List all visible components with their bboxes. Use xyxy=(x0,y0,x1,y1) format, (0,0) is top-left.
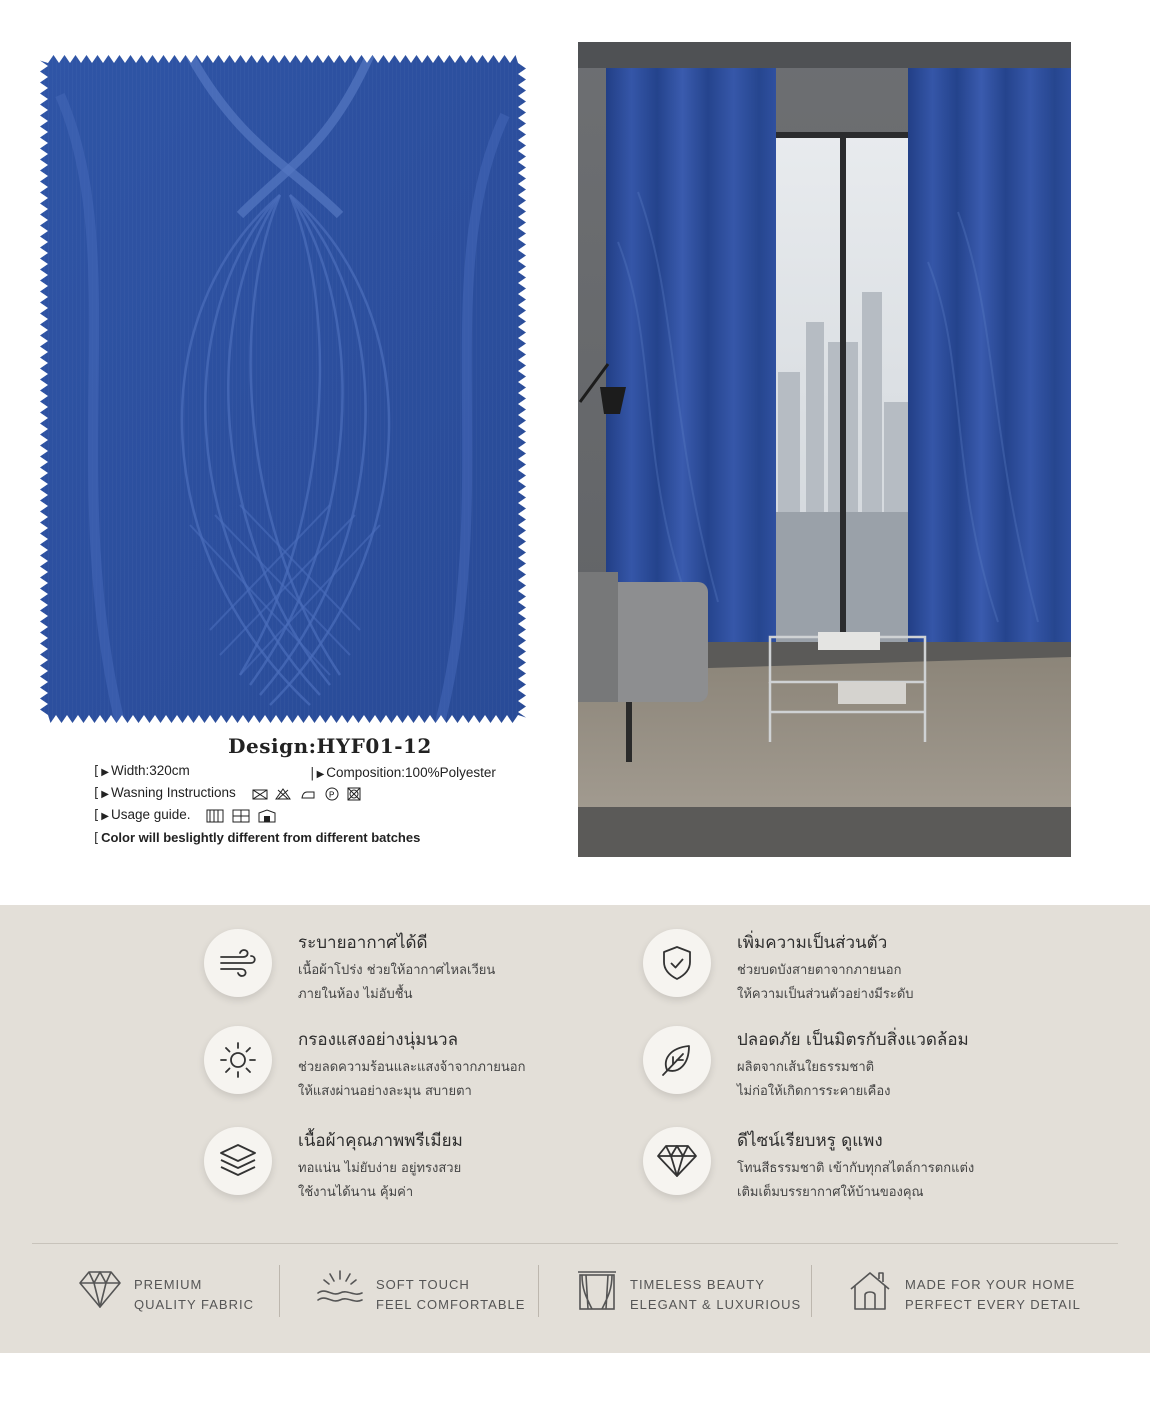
feature-icon-circle xyxy=(643,929,711,997)
feature-privacy xyxy=(643,929,1103,1019)
badge-text xyxy=(134,1275,254,1315)
svg-text:P: P xyxy=(328,790,335,800)
dry-clean-icon xyxy=(325,787,339,801)
feature-desc xyxy=(737,1157,974,1205)
feature-breathable xyxy=(204,929,664,1019)
feature-desc-line: โทนสีธรรมชาติ เข้ากับทุกสไตล์การตกแต่ง xyxy=(737,1161,975,1176)
badge-soft-touch xyxy=(316,1265,526,1325)
wind-icon xyxy=(219,948,257,978)
badge-separator xyxy=(811,1265,812,1317)
no-bleach-icon xyxy=(275,788,291,800)
feature-title: เพิ่มความเป็นส่วนตัว xyxy=(737,933,888,953)
feature-title: ระบายอากาศได้ดี xyxy=(298,933,428,953)
feature-icon-circle xyxy=(204,929,272,997)
fabric-swatch-image xyxy=(40,55,526,723)
feature-desc-line: ใช้งานได้นาน คุ้มค่า xyxy=(298,1185,414,1200)
color-note: [ Color will beslightly different from different batches xyxy=(94,830,421,846)
no-wash-icon xyxy=(252,788,268,800)
feature-icon-circle xyxy=(204,1026,272,1094)
feature-desc-line: ผลิตจากเส้นใยธรรมชาติ xyxy=(737,1060,875,1075)
feature-desc-line: เติมเต็มบรรยากาศให้บ้านของคุณ xyxy=(737,1185,924,1200)
feature-eco-safe xyxy=(643,1026,1103,1116)
feature-desc xyxy=(298,1157,461,1205)
washing-spec: [ ▶ Wasning Instructions P xyxy=(94,785,365,801)
badge-line: PERFECT EVERY DETAIL xyxy=(905,1297,1081,1312)
usage-spec: [ ▶ Usage guide. xyxy=(94,807,280,823)
wash-care-icons xyxy=(252,786,365,801)
badge-text xyxy=(376,1275,525,1315)
design-code-title: Design:HYF01-12 xyxy=(228,734,432,758)
curtain-usage-icon xyxy=(206,809,224,823)
width-spec: [ ▶ Width:320cm xyxy=(94,763,190,779)
window-usage-icon xyxy=(232,809,250,823)
composition-spec: | ▶ Composition:100%Polyester xyxy=(310,765,496,781)
feature-icon-circle xyxy=(643,1026,711,1094)
badge-line: ELEGANT & LUXURIOUS xyxy=(630,1297,802,1312)
sun-icon xyxy=(219,1041,257,1079)
layers-icon xyxy=(218,1142,258,1180)
badge-line: MADE FOR YOUR HOME xyxy=(905,1277,1076,1292)
washing-label: Wasning Instructions xyxy=(110,785,236,800)
feature-title: ดีไซน์เรียบหรู ดูแพง xyxy=(737,1131,883,1151)
feature-desc-line: ทอแน่น ไม่ยับง่าย อยู่ทรงสวย xyxy=(298,1161,462,1176)
feature-desc xyxy=(737,1056,891,1104)
usage-label: Usage guide. xyxy=(110,807,191,822)
feature-title: ปลอดภัย เป็นมิตรกับสิ่งแวดล้อม xyxy=(737,1030,969,1050)
feature-title: เนื้อผ้าคุณภาพพรีเมียม xyxy=(298,1131,463,1151)
feature-desc xyxy=(298,1056,525,1104)
badge-premium xyxy=(78,1265,268,1325)
feature-premium-fabric xyxy=(204,1127,664,1217)
badge-text xyxy=(905,1275,1081,1315)
feature-desc-line: ไม่ก่อให้เกิดการระคายเคือง xyxy=(737,1084,891,1099)
badge-line: TIMELESS BEAUTY xyxy=(630,1277,765,1292)
room-usage-icon xyxy=(258,809,276,823)
home-icon xyxy=(849,1269,891,1311)
soft-touch-icon xyxy=(316,1269,364,1309)
curtain-icon xyxy=(576,1269,618,1311)
iron-icon xyxy=(299,788,317,800)
feature-luxury-design xyxy=(643,1127,1103,1217)
feature-light-filter xyxy=(204,1026,664,1116)
diamond-icon xyxy=(656,1144,698,1178)
badge-text xyxy=(630,1275,801,1315)
badge-line: PREMIUM xyxy=(134,1277,203,1292)
badge-made-for-home xyxy=(849,1265,1079,1325)
feature-desc-line: ช่วยลดความร้อนและแสงจ้าจากภายนอก xyxy=(298,1060,526,1075)
feature-icon-circle xyxy=(643,1127,711,1195)
badge-line: QUALITY FABRIC xyxy=(134,1297,254,1312)
badge-line: FEEL COMFORTABLE xyxy=(376,1297,526,1312)
width-label: Width:320cm xyxy=(110,763,190,778)
feature-desc xyxy=(737,959,914,1007)
feature-desc-line: ช่วยบดบังสายตาจากภายนอก xyxy=(737,963,902,978)
feature-desc-line: ภายในห้อง ไม่อับชื้น xyxy=(298,987,413,1002)
diamond-outline-icon xyxy=(78,1269,122,1309)
no-tumble-dry-icon xyxy=(347,787,361,801)
usage-guide-icons xyxy=(206,808,280,823)
panel-divider xyxy=(32,1243,1118,1244)
composition-label: Composition:100%Polyester xyxy=(326,765,496,780)
color-note-text: Color will beslightly different from different batches xyxy=(101,830,421,845)
badge-line: SOFT TOUCH xyxy=(376,1277,470,1292)
feature-icon-circle xyxy=(204,1127,272,1195)
feature-desc-line: เนื้อผ้าโปร่ง ช่วยให้อากาศไหลเวียน xyxy=(298,963,496,978)
feature-desc-line: ให้แสงผ่านอย่างละมุน สบายตา xyxy=(298,1084,472,1099)
badge-separator xyxy=(538,1265,539,1317)
feature-desc xyxy=(298,959,495,1007)
feature-title: กรองแสงอย่างนุ่มนวล xyxy=(298,1030,458,1050)
leaf-icon xyxy=(659,1042,695,1078)
shield-check-icon xyxy=(661,945,693,981)
badge-separator xyxy=(279,1265,280,1317)
feature-desc-line: ให้ความเป็นส่วนตัวอย่างมีระดับ xyxy=(737,987,914,1002)
badge-timeless xyxy=(576,1265,802,1325)
feature-panel xyxy=(0,905,1150,1353)
room-curtain-photo xyxy=(578,42,1071,857)
